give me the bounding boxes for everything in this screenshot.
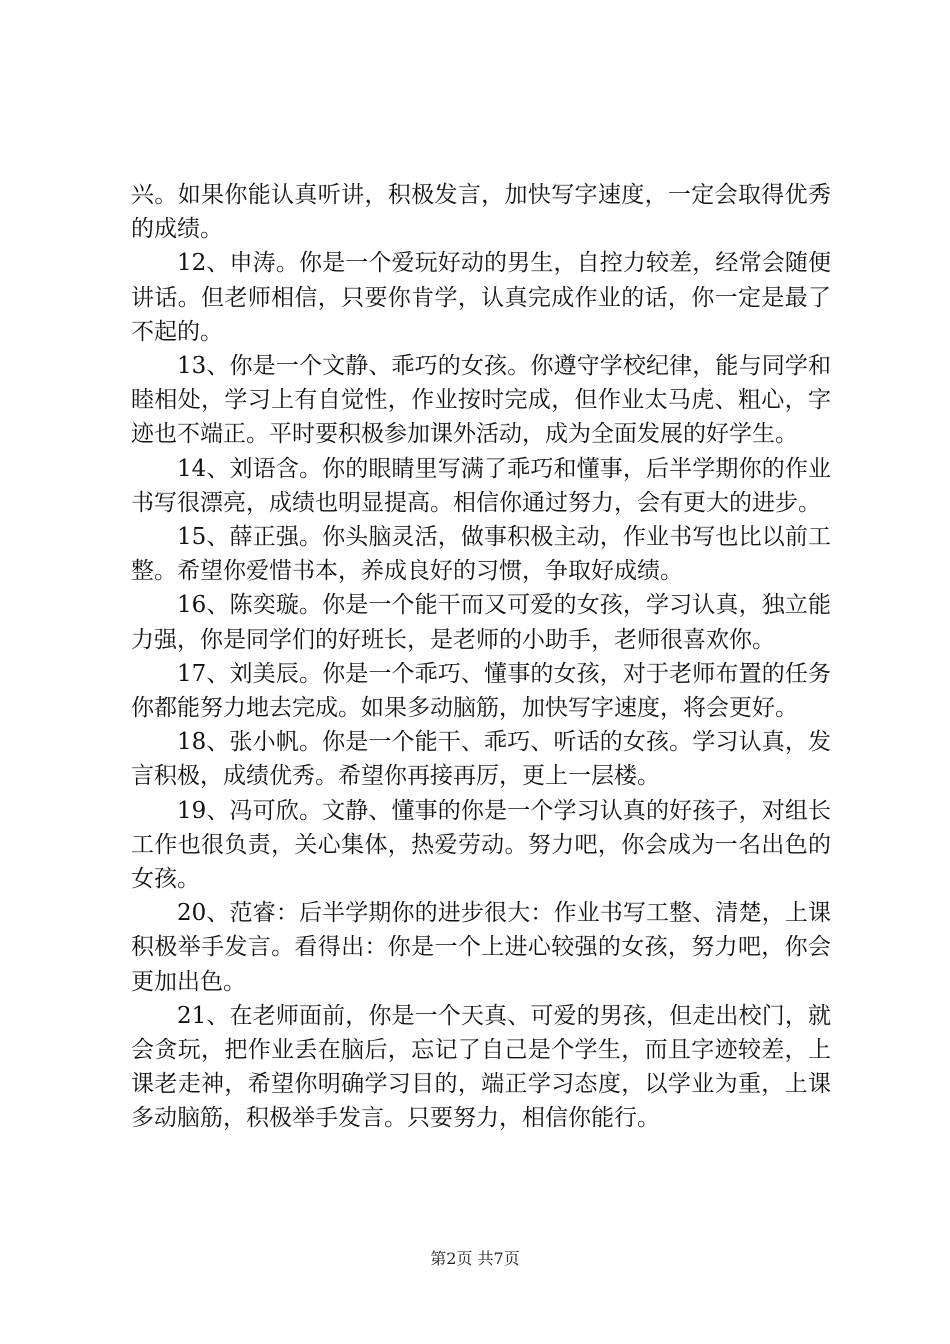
comment-14: 14、刘语含。你的眼睛里写满了乖巧和懂事，后半学期你的作业书写很漂亮，成绩也明显提高。相信你通过努力，会有更大的进步。 xyxy=(131,455,831,516)
comment-18: 18、张小帆。你是一个能干、乖巧、听话的女孩。学习认真，发言积极，成绩优秀。希望你再接再厉，更上一层楼。 xyxy=(131,729,831,790)
comment-19: 19、冯可欣。文静、懂事的你是一个学习认真的好孩子，对组长工作也很负责，关心集体，热爱劳动。努力吧，你会成为一名出色的女孩。 xyxy=(131,797,831,893)
page-footer xyxy=(0,1246,950,1269)
paragraph-continuation: 兴。如果你能认真听讲，积极发言，加快写字速度，一定会取得优秀的成绩。 xyxy=(131,182,831,243)
document-body xyxy=(131,178,831,1136)
comment-21: 21、在老师面前，你是一个天真、可爱的男孩，但走出校门，就会贪玩，把作业丢在脑后，忘记了自己是个学生，而且字迹较差，上课老走神，希望你明确学习目的，端正学习态度，以学业为重，上课多动脑筋，积极举手发言。只要努力，相信你能行。 xyxy=(131,1002,831,1132)
comment-13: 13、你是一个文静、乖巧的女孩。你遵守学校纪律，能与同学和睦相处，学习上有自觉性，作业按时完成，但作业太马虎、粗心，字迹也不端正。平时要积极参加课外活动，成为全面发展的好学生。 xyxy=(131,353,831,448)
comment-12: 12、申涛。你是一个爱玩好动的男生，自控力较差，经常会随便讲话。但老师相信，只要你肯学，认真完成作业的话，你一定是最了不起的。 xyxy=(131,250,831,345)
comment-16: 16、陈奕璇。你是一个能干而又可爱的女孩，学习认真，独立能力强，你是同学们的好班长，是老师的小助手，老师很喜欢你。 xyxy=(131,592,831,653)
page-number-label: 第2页 共7页 xyxy=(430,1249,520,1268)
comment-17: 17、刘美辰。你是一个乖巧、懂事的女孩，对于老师布置的任务你都能努力地去完成。如果多动脑筋，加快写字速度，将会更好。 xyxy=(131,660,831,722)
comment-20: 20、范睿：后半学期你的进步很大：作业书写工整、清楚，上课积极举手发言。看得出：你是一个上进心较强的女孩，努力吧，你会更加出色。 xyxy=(131,900,831,995)
comment-15: 15、薛正强。你头脑灵活，做事积极主动，作业书写也比以前工整。希望你爱惜书本，养成良好的习惯，争取好成绩。 xyxy=(131,524,831,585)
